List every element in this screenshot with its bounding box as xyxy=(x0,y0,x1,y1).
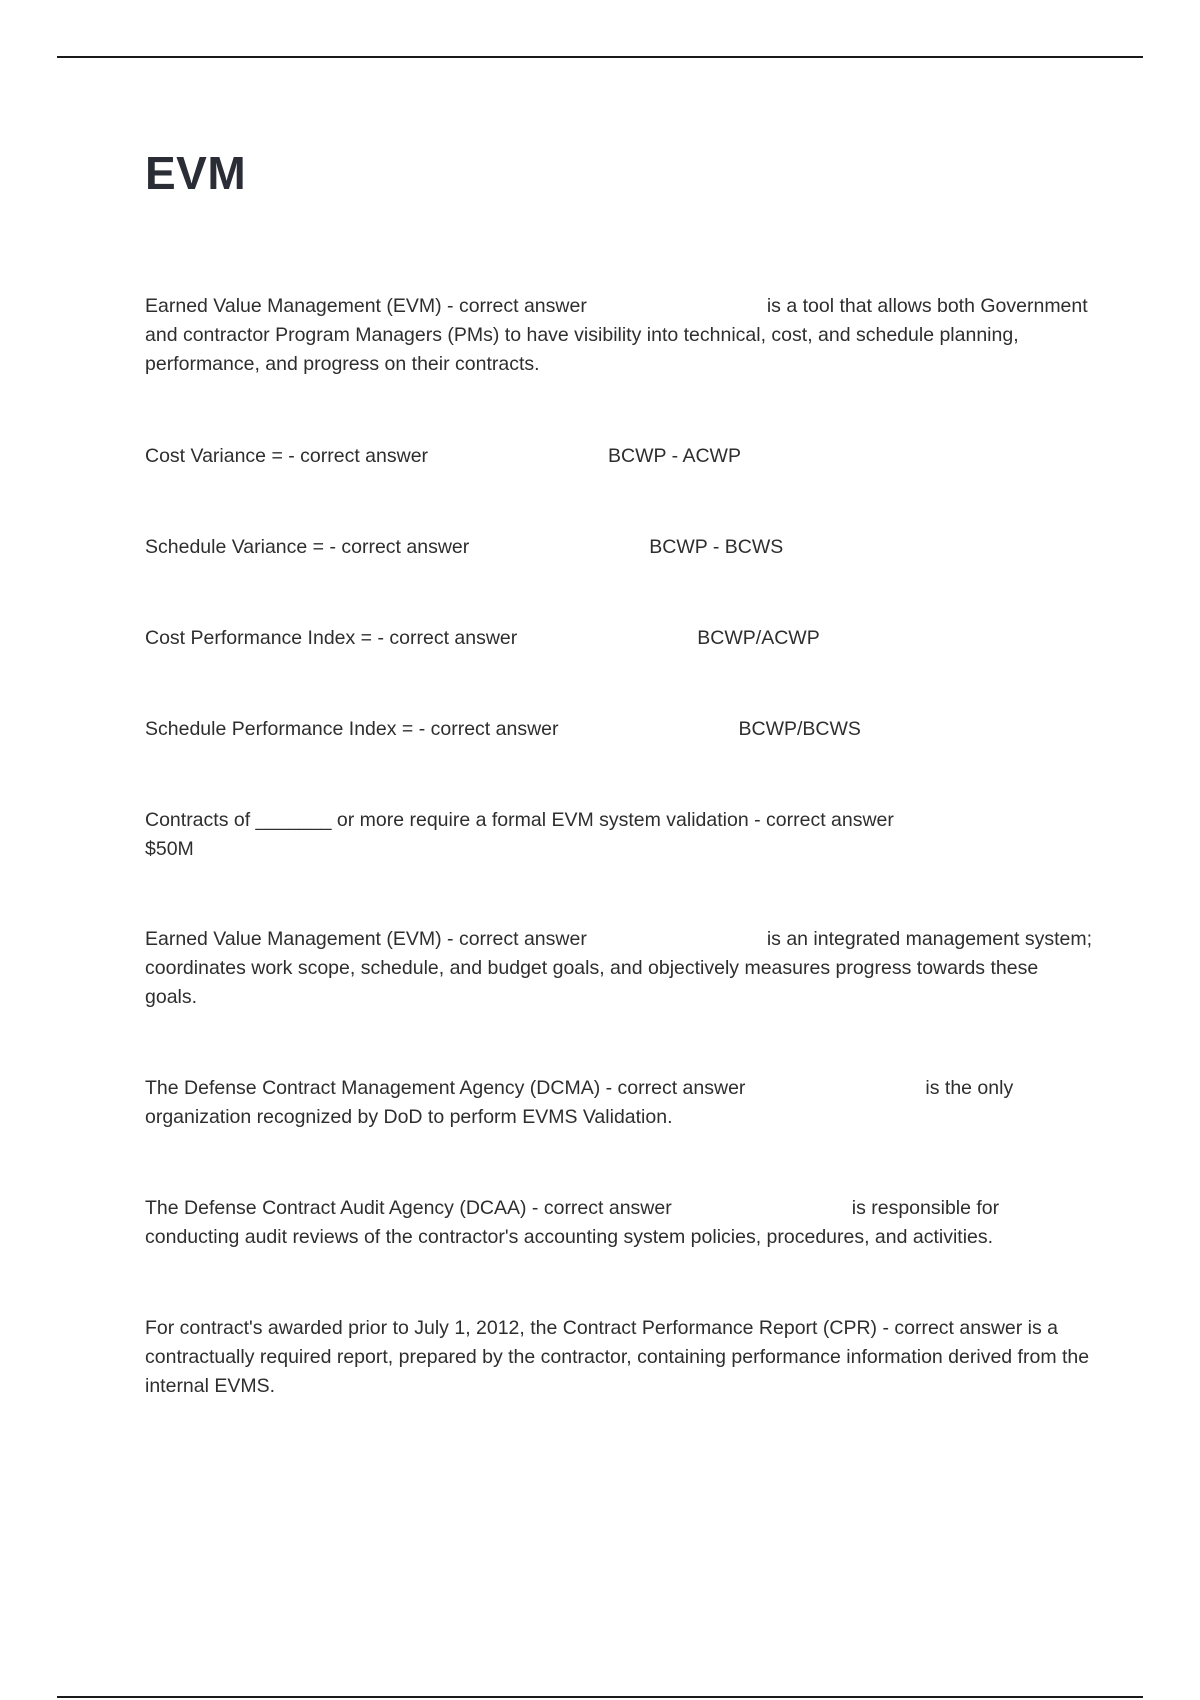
qa-item xyxy=(145,533,1095,562)
qa-term: Cost Variance = - correct answer xyxy=(145,445,429,467)
qa-term: Earned Value Management (EVM) - correct answer xyxy=(145,928,587,950)
qa-answer: $50M xyxy=(145,838,194,860)
qa-term: Schedule Variance = - correct answer xyxy=(145,536,470,558)
qa-term: The Defense Contract Audit Agency (DCAA) - correct answer xyxy=(145,1197,672,1219)
qa-item xyxy=(145,442,1095,471)
qa-answer: is responsible for conducting audit reviews of the contractor's accounting system policies, procedures, and activities. xyxy=(145,1197,1000,1248)
qa-item xyxy=(145,624,1095,653)
qa-term: Contracts of _______ or more require a formal EVM system validation - correct answer xyxy=(145,809,894,831)
qa-answer: is a tool that allows both Government and contractor Program Managers (PMs) to have visibility into technical, cost, and schedule planning, performance, and progress on their contracts. xyxy=(145,295,1088,375)
page-title: EVM xyxy=(145,147,247,199)
qa-term: Cost Performance Index = - correct answer xyxy=(145,627,518,649)
qa-answer: BCWP - BCWS xyxy=(649,536,784,558)
qa-item xyxy=(145,806,1095,864)
qa-answer: BCWP/BCWS xyxy=(738,718,861,740)
bottom-divider xyxy=(57,1696,1143,1698)
top-divider xyxy=(57,56,1143,58)
qa-item xyxy=(145,1314,1095,1401)
qa-item xyxy=(145,925,1095,1012)
qa-answer: is the only organization recognized by DoD to perform EVMS Validation. xyxy=(145,1077,1014,1128)
qa-answer: is a contractually required report, prepared by the contractor, containing performance information derived from the internal EVMS. xyxy=(145,1317,1090,1397)
qa-item xyxy=(145,715,1095,744)
qa-item xyxy=(145,292,1095,379)
qa-term: The Defense Contract Management Agency (DCMA) - correct answer xyxy=(145,1077,746,1099)
qa-answer: is an integrated management system; coordinates work scope, schedule, and budget goals, and objectively measures progress towards these goals. xyxy=(145,928,1092,1008)
qa-term: Schedule Performance Index = - correct answer xyxy=(145,718,559,740)
qa-answer: BCWP/ACWP xyxy=(697,627,820,649)
qa-term: Earned Value Management (EVM) - correct answer xyxy=(145,295,587,317)
qa-answer: BCWP - ACWP xyxy=(608,445,741,467)
qa-item xyxy=(145,1194,1095,1252)
qa-item xyxy=(145,1074,1095,1132)
qa-term: For contract's awarded prior to July 1, 2012, the Contract Performance Report (CPR) - correct answer xyxy=(145,1317,1023,1339)
